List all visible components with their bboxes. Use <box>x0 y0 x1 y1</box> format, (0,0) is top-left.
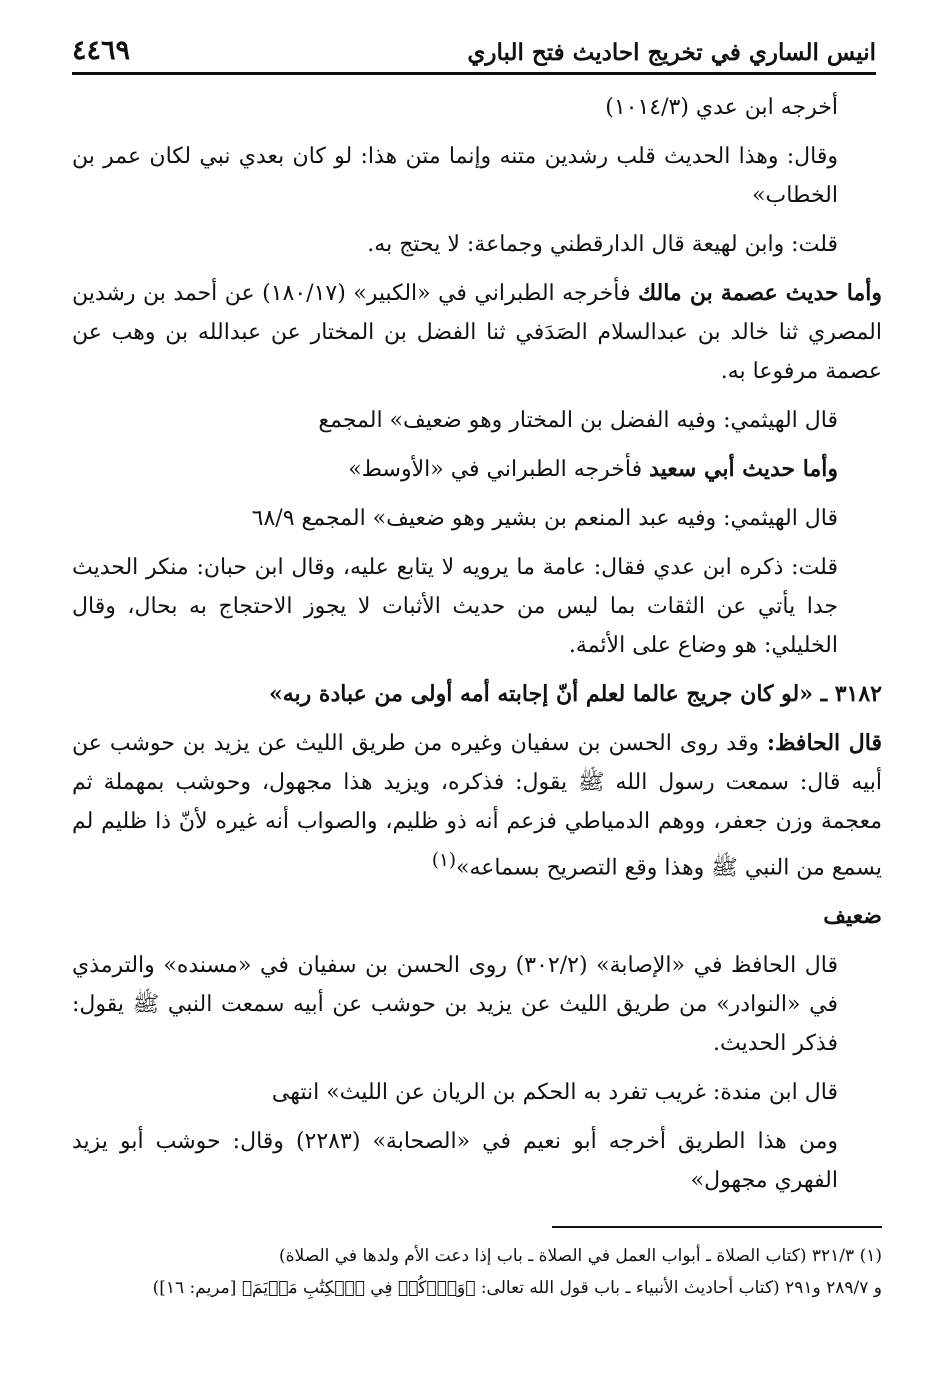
paragraph: قلت: ذكره ابن عدي فقال: عامة ما يرويه لا يتابع عليه، وقال ابن حبان: منكر الحديث جدا يأتي عن الثقات بما ليس من حديث الأثبات لا يجوز الاحتجاج به بحال، وقال الخليلي: هو وضاع على الأئمة. <box>72 555 838 658</box>
running-header <box>72 22 876 75</box>
paragraph: قال الهيثمي: وفيه عبد المنعم بن بشير وهو ضعيف» المجمع ٦٨/٩ <box>251 506 838 531</box>
paragraph-text: وقد روى الحسن بن سفيان وغيره من طريق الليث عن يزيد بن حوشب عن أبيه قال: سمعت رسول الله ﷺ يقول: فذكره، ويزيد هذا مجهول، وحوشب بمهملة ثم معجمة وزن جعفر، ووهم الدمياطي فزعم أنه ذو ظليم، والصواب أنه غيره لأنّ ذا ظليم لم يسمع من النبي ﷺ وهذا وقع التصريح بسماعه» <box>72 731 882 881</box>
hadith-heading: ٣١٨٢ ـ «لو كان جريج عالما لعلم أنّ إجابته أمه أولى من عبادة ربه» <box>268 681 882 707</box>
grading-label: ضعيف <box>823 903 882 930</box>
paragraph <box>72 724 882 887</box>
paragraph-text: فأخرجه الطبراني في «الأوسط» <box>348 457 650 482</box>
paragraph: قال الحافظ في «الإصابة» (٣٠٢/٢) روى الحسن بن سفيان في «مسنده» والترمذي في «النوادر» من طريق الليث عن يزيد بن حوشب عن أبيه سمعت النبي ﷺ يقول: فذكر الحديث. <box>72 953 838 1057</box>
paragraph: قال ابن مندة: غريب تفرد به الحكم بن الريان عن الليث» انتهى <box>271 1080 838 1106</box>
footnotes <box>72 1240 882 1304</box>
paragraph <box>72 274 882 391</box>
footnote: (١) ٣٢١/٣ (كتاب الصلاة ـ أبواب العمل في الصلاة ـ باب إذا دعت الأم ولدها في الصلاة) <box>279 1246 882 1266</box>
paragraph: قال الهيثمي: وفيه الفضل بن المختار وهو ضعيف» المجمع <box>318 408 838 433</box>
page-number: ٤٤٦٩ <box>72 35 131 66</box>
paragraph-text: فأخرجه الطبراني في «الكبير» (١٨٠/١٧) عن أحمد بن رشدين المصري ثنا خالد بن عبدالسلام الصَدَفي ثنا الفضل بن المختار عن عبدالله بن وهب عن عصمة مرفوعا به. <box>72 281 882 384</box>
bold-lead: قال الحافظ: <box>766 730 882 756</box>
paragraph: قلت: وابن لهيعة قال الدارقطني وجماعة: لا يحتج به. <box>367 232 838 257</box>
bold-lead: وأما حديث أبي سعيد <box>649 456 838 482</box>
footnote-divider <box>552 1226 882 1228</box>
footnote-ref: (١) <box>431 850 457 871</box>
main-text <box>72 88 882 1210</box>
footnote: و ٢٨٩/٧ و٢٩١ (كتاب أحاديث الأنبياء ـ باب قول الله تعالى: ﴿وَٱذۡكُرۡ فِي ٱلۡكِتَٰبِ مَرۡيَمَ﴾ [مريم: ١٦]) <box>152 1278 882 1298</box>
paragraph: وقال: وهذا الحديث قلب رشدين متنه وإنما متن هذا: لو كان بعدي نبي لكان عمر بن الخطاب» <box>72 144 838 208</box>
paragraph: ومن هذا الطريق أخرجه أبو نعيم في «الصحابة» (٢٢٨٣) وقال: حوشب أبو يزيد الفهري مجهول» <box>72 1129 838 1194</box>
paragraph <box>72 450 882 489</box>
paragraph: أخرجه ابن عدي (١٠١٤/٣) <box>605 95 838 120</box>
running-title: انيس الساري في تخريج احاديث فتح الباري <box>467 39 876 66</box>
bold-lead: وأما حديث عصمة بن مالك <box>637 280 882 306</box>
